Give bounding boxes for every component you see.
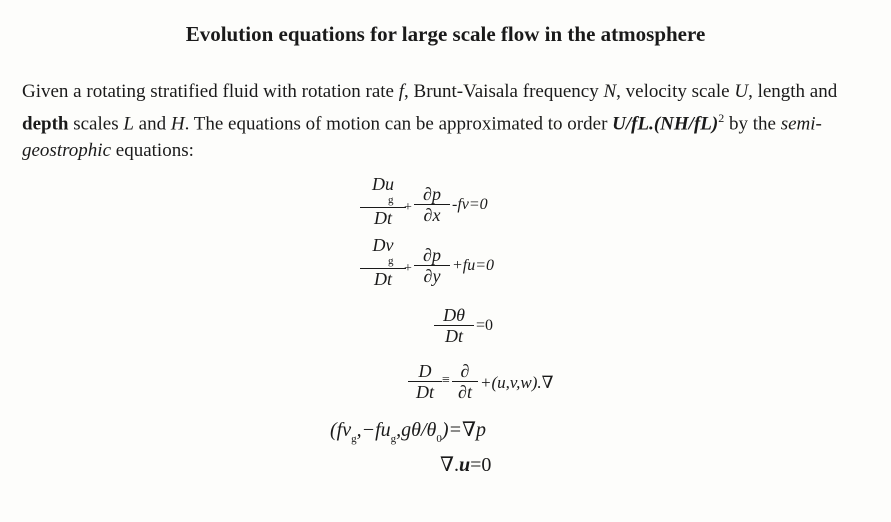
eq5-sub-2: g	[390, 433, 397, 445]
eq3-tail: =0	[476, 317, 494, 334]
eq1-tail: -fv=0	[452, 196, 488, 213]
eq2-partial-num: ∂p	[423, 245, 441, 265]
term-semi-geostrophic: semi-geostrophic	[22, 113, 822, 162]
eq2-subscript: g	[388, 255, 394, 267]
eq6-tail: =0	[470, 454, 492, 476]
eq2-tail: +fu=0	[452, 257, 495, 274]
eq4-equiv: ≡	[442, 373, 450, 388]
var-H: H	[170, 113, 185, 135]
eq5-part-1: (fv	[330, 419, 352, 441]
var-f: f	[398, 81, 405, 102]
eq4-denominator: Dt	[416, 382, 434, 402]
equation-3	[434, 306, 534, 356]
eq4-tail: +(u,v,w).∇	[480, 373, 554, 392]
eq2-denominator: Dt	[374, 269, 392, 289]
eq5-sub-1: g	[351, 433, 357, 445]
intro-text-4: , length and	[748, 81, 838, 102]
intro-text-3: , velocity scale	[616, 81, 735, 102]
var-N: N	[603, 81, 617, 102]
eq4-partial-num: ∂	[460, 361, 470, 381]
word-depth: depth	[22, 113, 69, 135]
intro-text-1: Given a rotating stratified fluid with rotation rate	[22, 81, 399, 102]
order-expression: U/fL.(NH/fL)	[612, 113, 719, 135]
eq2-plus: +	[404, 261, 412, 276]
equation-1	[360, 175, 560, 235]
var-U: U	[734, 81, 749, 102]
intro-paragraph	[22, 78, 867, 164]
eq1-plus: +	[404, 200, 412, 215]
document-title: Evolution equations for large scale flow in the atmosphere	[185, 22, 706, 46]
eq1-subscript: g	[388, 194, 394, 206]
intro-text-9: equations:	[111, 140, 194, 162]
intro-text-6: and	[133, 113, 171, 135]
equation-6	[440, 455, 560, 483]
eq1-partial-den: ∂x	[423, 205, 441, 225]
order-exponent: 2	[718, 111, 725, 125]
equation-4	[408, 362, 608, 412]
eq6-nabla: ∇.	[440, 454, 459, 476]
intro-text-5: scales	[68, 113, 124, 135]
eq2-numerator: Dv	[372, 235, 394, 255]
equation-5	[330, 420, 570, 450]
eq3-numerator: Dθ	[443, 305, 465, 325]
eq1-partial-num: ∂p	[423, 184, 441, 204]
eq4-numerator: D	[418, 361, 432, 381]
intro-text-7: . The equations of motion can be approximated to order	[184, 113, 613, 135]
intro-text-2: , Brunt-Vaisala frequency	[404, 81, 604, 102]
eq3-denominator: Dt	[445, 326, 463, 346]
eq2-partial-den: ∂y	[423, 266, 441, 286]
eq1-denominator: Dt	[374, 208, 392, 228]
eq5-sub-3: 0	[436, 433, 442, 445]
eq4-partial-den: ∂t	[458, 382, 472, 402]
eq5-part-3: ,gθ/θ	[396, 419, 437, 441]
eq5-part-4: )=∇p	[441, 419, 486, 441]
intro-text-8: by the	[724, 113, 781, 135]
eq1-numerator: Du	[372, 174, 394, 194]
eq6-velocity: u	[458, 454, 471, 476]
var-L: L	[123, 113, 134, 135]
equation-2	[360, 236, 560, 296]
eq5-part-2: ,−fu	[356, 419, 391, 441]
